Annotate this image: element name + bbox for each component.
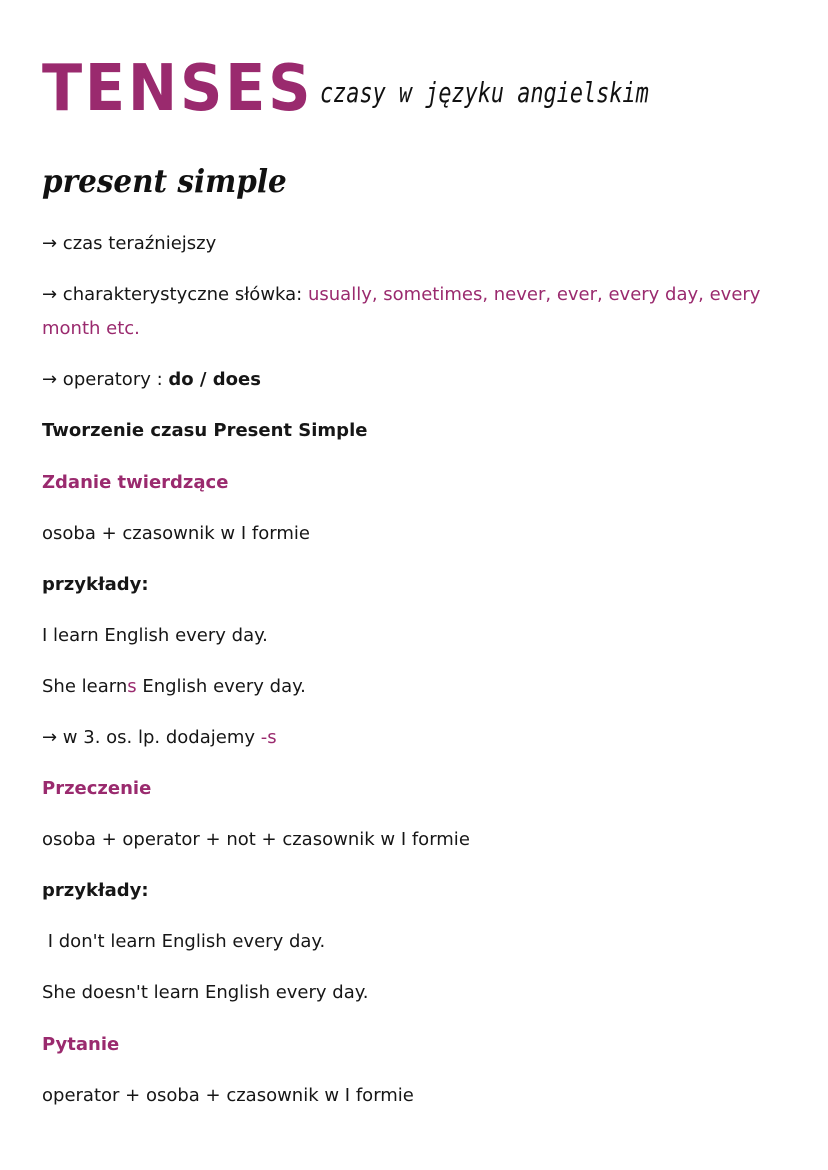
examples-label: przykłady: xyxy=(42,574,149,595)
operators-value: do / does xyxy=(168,369,261,390)
question-heading: Pytanie xyxy=(42,1034,120,1055)
negative-heading: Przeczenie xyxy=(42,778,152,799)
third-person-prefix: → w 3. os. lp. dodajemy xyxy=(42,727,261,748)
bullet-line-operators xyxy=(42,368,261,392)
third-person-suffix: -s xyxy=(260,727,277,748)
page-subtitle: czasy w języku angielskim xyxy=(320,76,649,109)
page-title: TENSES xyxy=(42,52,314,126)
negative-rule: osoba + operator + not + czasownik w I formie xyxy=(42,829,470,850)
forming-heading: Tworzenie czasu Present Simple xyxy=(42,420,368,441)
section-title: present simple xyxy=(42,162,287,200)
affirmative-example-2 xyxy=(42,675,306,699)
aff-ex2-suffix: s xyxy=(127,676,137,697)
negative-example-1: I don't learn English every day. xyxy=(42,931,326,952)
third-person-note xyxy=(42,726,277,750)
question-rule: operator + osoba + czasownik w I formie xyxy=(42,1085,414,1106)
keywords-list: usually, sometimes, never, ever, every day, every month etc. xyxy=(42,284,761,339)
negative-example-2: She doesn't learn English every day. xyxy=(42,982,369,1003)
keywords-prefix: → charakterystyczne słówka: xyxy=(42,284,308,305)
affirmative-rule: osoba + czasownik w I formie xyxy=(42,523,310,544)
operators-prefix: → operatory : xyxy=(42,369,169,390)
aff-ex2-part1: She learn xyxy=(42,676,128,697)
bullet-line-present-tense: → czas teraźniejszy xyxy=(42,233,217,254)
aff-ex2-part2: English every day. xyxy=(136,676,306,697)
affirmative-example-1: I learn English every day. xyxy=(42,625,268,646)
examples-label: przykłady: xyxy=(42,880,149,901)
bullet-line-keywords xyxy=(42,278,782,346)
affirmative-heading: Zdanie twierdzące xyxy=(42,472,229,493)
